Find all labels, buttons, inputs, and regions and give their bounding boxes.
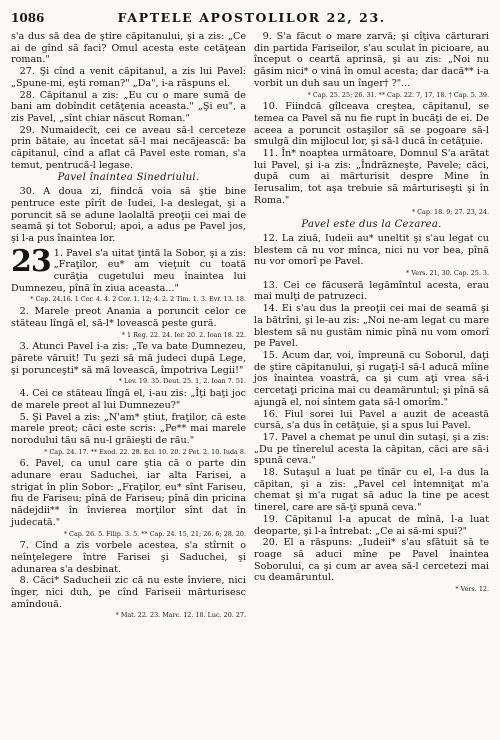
verse-27: 27. Şi cînd a venit căpitanul, a zis lui Pavel: „Spune-mi, eşti roman?" „Da", i-a răspuns el. <box>11 66 246 89</box>
verse-18: 18. Sutaşul a luat pe tînăr cu el, l-a dus la căpitan, şi a zis: „Pavel cel întemniţat m'a chemat şi m'a rugat să aduc la tine pe acest tinerel, care are să-ţi spună ceva." <box>254 467 489 514</box>
verse-17: 17. Pavel a chemat pe unul din sutaşi, şi a zis: „Du pe tînerelul acesta la căpitan, căci are să-i spună ceva." <box>254 431 489 467</box>
verse-continuation: s'a dus să dea de ştire căpitanului, şi a zis: „Ce ai de gînd să faci? Omul acesta este cetăţean roman." <box>11 31 246 66</box>
verse-13: 13. Cei ce făcuseră legămîntul acesta, erau mai mulţi de patruzeci. <box>254 279 489 303</box>
cross-reference: * Cap. 18. 9; 27. 23, 24. <box>411 207 489 216</box>
verse-2: 2. Marele preot Anania a poruncit celor ce stăteau lîngă el, să-l* lovească peste gură. <box>11 306 246 329</box>
cross-reference: * Cap. 24.16. 1 Cor. 4. 4. 2 Cor. 1. 12; 4. 2. 2 Tim. 1. 3. Evr. 13. 18. <box>30 295 246 304</box>
verse-8: 8. Căci* Saducheii zic că nu este înviere, nici înger, nici duh, pe cînd Fariseii mărturisesc amîndouă. <box>11 575 246 610</box>
section-heading-cezarea: Pavel este dus la Cezarea. <box>301 219 442 231</box>
two-column-body <box>11 31 489 622</box>
verse-28: 28. Căpitanul a zis: „Eu cu o mare sumă de bani am dobîndit cetăţenia aceasta." „Şi eu", a zis Pavel, „sînt chiar născut Roman." <box>11 89 246 124</box>
cross-reference: * 1 Reg. 22. 24. Ier. 20. 2. Ioan 18. 22. <box>121 330 246 339</box>
cross-reference: * Cap. 26. 5. Filip. 3. 5. ** Cap. 24. 15, 21; 26. 6; 28. 20. <box>63 529 246 538</box>
verse-29: 29. Numaidecît, cei ce aveau să-l cerceteze prin bătaie, au încetat să-l mai necăjească: ba căpitanul, cînd a aflat că Pavel este roman, s'a temut, pentrucă-l legase. <box>11 124 246 171</box>
left-column <box>11 31 246 622</box>
cross-reference: * Mat. 22. 23. Marc. 12. 18. Luc. 20. 27. <box>115 611 246 620</box>
verse-16: 16. Fiul sorei lui Pavel a auzit de această cursă, s'a dus în cetăţuie, şi a spus lui Pavel. <box>254 408 489 432</box>
right-column <box>254 31 489 622</box>
verse-14: 14. Ei s'au dus la preoţii cei mai de seamă şi la bătrîni, şi le-au zis: „Noi ne-am legat cu mare blestem să nu gustăm nimic pînă nu vom omorî pe Pavel. <box>254 303 489 350</box>
verse-23-1: 1. Pavel s'a uitat ţintă la Sobor, şi a zis: „Fraţilor, eu* am vieţuit cu toată curăţia cugetului meu înaintea lui Dumnezeu, pînă în ziua aceasta..." <box>11 247 246 294</box>
cross-reference: * Cap. 24. 17. ** Exod. 22. 28. Ecl. 10. 20. 2 Pet. 2. 10. Iuda 8. <box>44 447 246 456</box>
verse-5: 5. Şi Pavel a zis: „N'am* ştiut, fraţilor, că este marele preot; căci este scris: „Pe** mai marele norodului tău să nu-l grăieşti de rău." <box>11 411 246 446</box>
verse-11: 11. În* noaptea următoare, Domnul S'a arătat lui Pavel, şi i-a zis: „Îndrăzneşte, Pavele; căci, după cum ai mărturisit despre Mine în Ierusalim, tot aşa trebuie să mărturiseşti şi în Roma." <box>254 148 489 206</box>
page-number: 1086 <box>11 11 45 25</box>
verse-3: 3. Atunci Pavel i-a zis: „Te va bate Dumnezeu, părete văruit! Tu şezi să mă judeci după Lege, şi porunceşti* să mă lovească, împotriva Legii!" <box>11 341 246 376</box>
verse-15: 15. Acum dar, voi, împreună cu Soborul, daţi de ştire căpitanului, şi rugaţi-l să-l aducă mîine jos înaintea voastră, ca şi cum aţi vrea să-i cercetaţi pricina mai cu deamăruntul; şi pînă să ajungă el, noi sîntem gata să-l omorîm." <box>254 349 489 408</box>
running-title: FAPTELE APOSTOLILOR 22, 23. <box>117 10 386 25</box>
verse-12: 12. La ziuă, Iudeii au* uneltit şi s'au legat cu blestem că nu vor mînca, nici nu vor bea, pînă nu vor omorî pe Pavel. <box>254 232 489 268</box>
cross-reference: * Vers. 21, 30. Cap. 25. 3. <box>406 269 489 278</box>
cross-reference: * Cap. 25. 25; 26. 31. ** Cap. 22. 7, 17, 18. † Cap. 5. 39. <box>307 90 489 99</box>
page-header <box>11 10 489 28</box>
cross-reference: * Vers. 12. <box>455 585 489 594</box>
cross-reference: * Lev. 19. 35. Deut. 25. 1, 2. Ioan 7. 51. <box>118 377 246 386</box>
verse-7: 7. Cînd a zis vorbele acestea, s'a stîrnit o neînţelegere între Farisei şi Saduchei, şi adunarea s'a desbinat. <box>11 540 246 575</box>
verse-30: 30. A doua zi, fiindcă voia să ştie bine pentruce este pîrît de Iudei, l-a deslegat, şi a poruncit să se adune laolaltă preoţii cei mai de seamă şi tot Soborul; apoi, a adus pe Pavel jos, şi l-a pus înaintea lor. <box>11 186 246 244</box>
verse-6: 6. Pavel, ca unul care ştia că o parte din adunare erau Saduchei, iar alta Farisei, a strigat în plin Sobor: „Fraţilor, eu* sînt Fariseu, fiu de Fariseu; pînă de Fariseu; pînă din pricina nădejdii** în învierea morţilor sînt dat în judecată." <box>11 458 246 528</box>
verse-9: 9. S'a făcut o mare zarvă; şi cîţiva cărturari din partida Fariseilor, s'au sculat în picioare, au început o ceartă aprinsă, şi au zis: „Noi nu găsim nici* o vină în omul acesta; dar dacă** i-a vorbit un duh sau un înger† ?"... <box>254 31 489 89</box>
chapter-number: 23 <box>11 247 51 279</box>
verse-10: 10. Fiindcă gîlceava creştea, căpitanul, se temea ca Pavel să nu fie rupt în bucăţi de ei. De aceea a poruncit ostaşilor să se pogoare să-l smulgă din mijlocul lor, şi să-l ducă în cetăţuie. <box>254 101 489 148</box>
verse-4: 4. Cei ce stăteau lîngă el, i-au zis: „Îţi baţi joc de marele preot al lui Dumnezeu?" <box>11 388 246 411</box>
section-heading-sinedriu: Pavel înaintea Sinedriului. <box>57 172 200 184</box>
verse-20: 20. El a răspuns: „Iudeii* s'au sfătuit să te roage să aduci mîne pe Pavel înaintea Soborului, ca şi cum ar avea să-l cercetezi mai cu deamăruntul. <box>254 537 489 584</box>
verse-19: 19. Căpitanul l-a apucat de mînă, l-a luat deoparte, şi l-a întrebat: „Ce ai să-mi spui?" <box>254 513 489 537</box>
chapter-23-start <box>11 248 246 295</box>
